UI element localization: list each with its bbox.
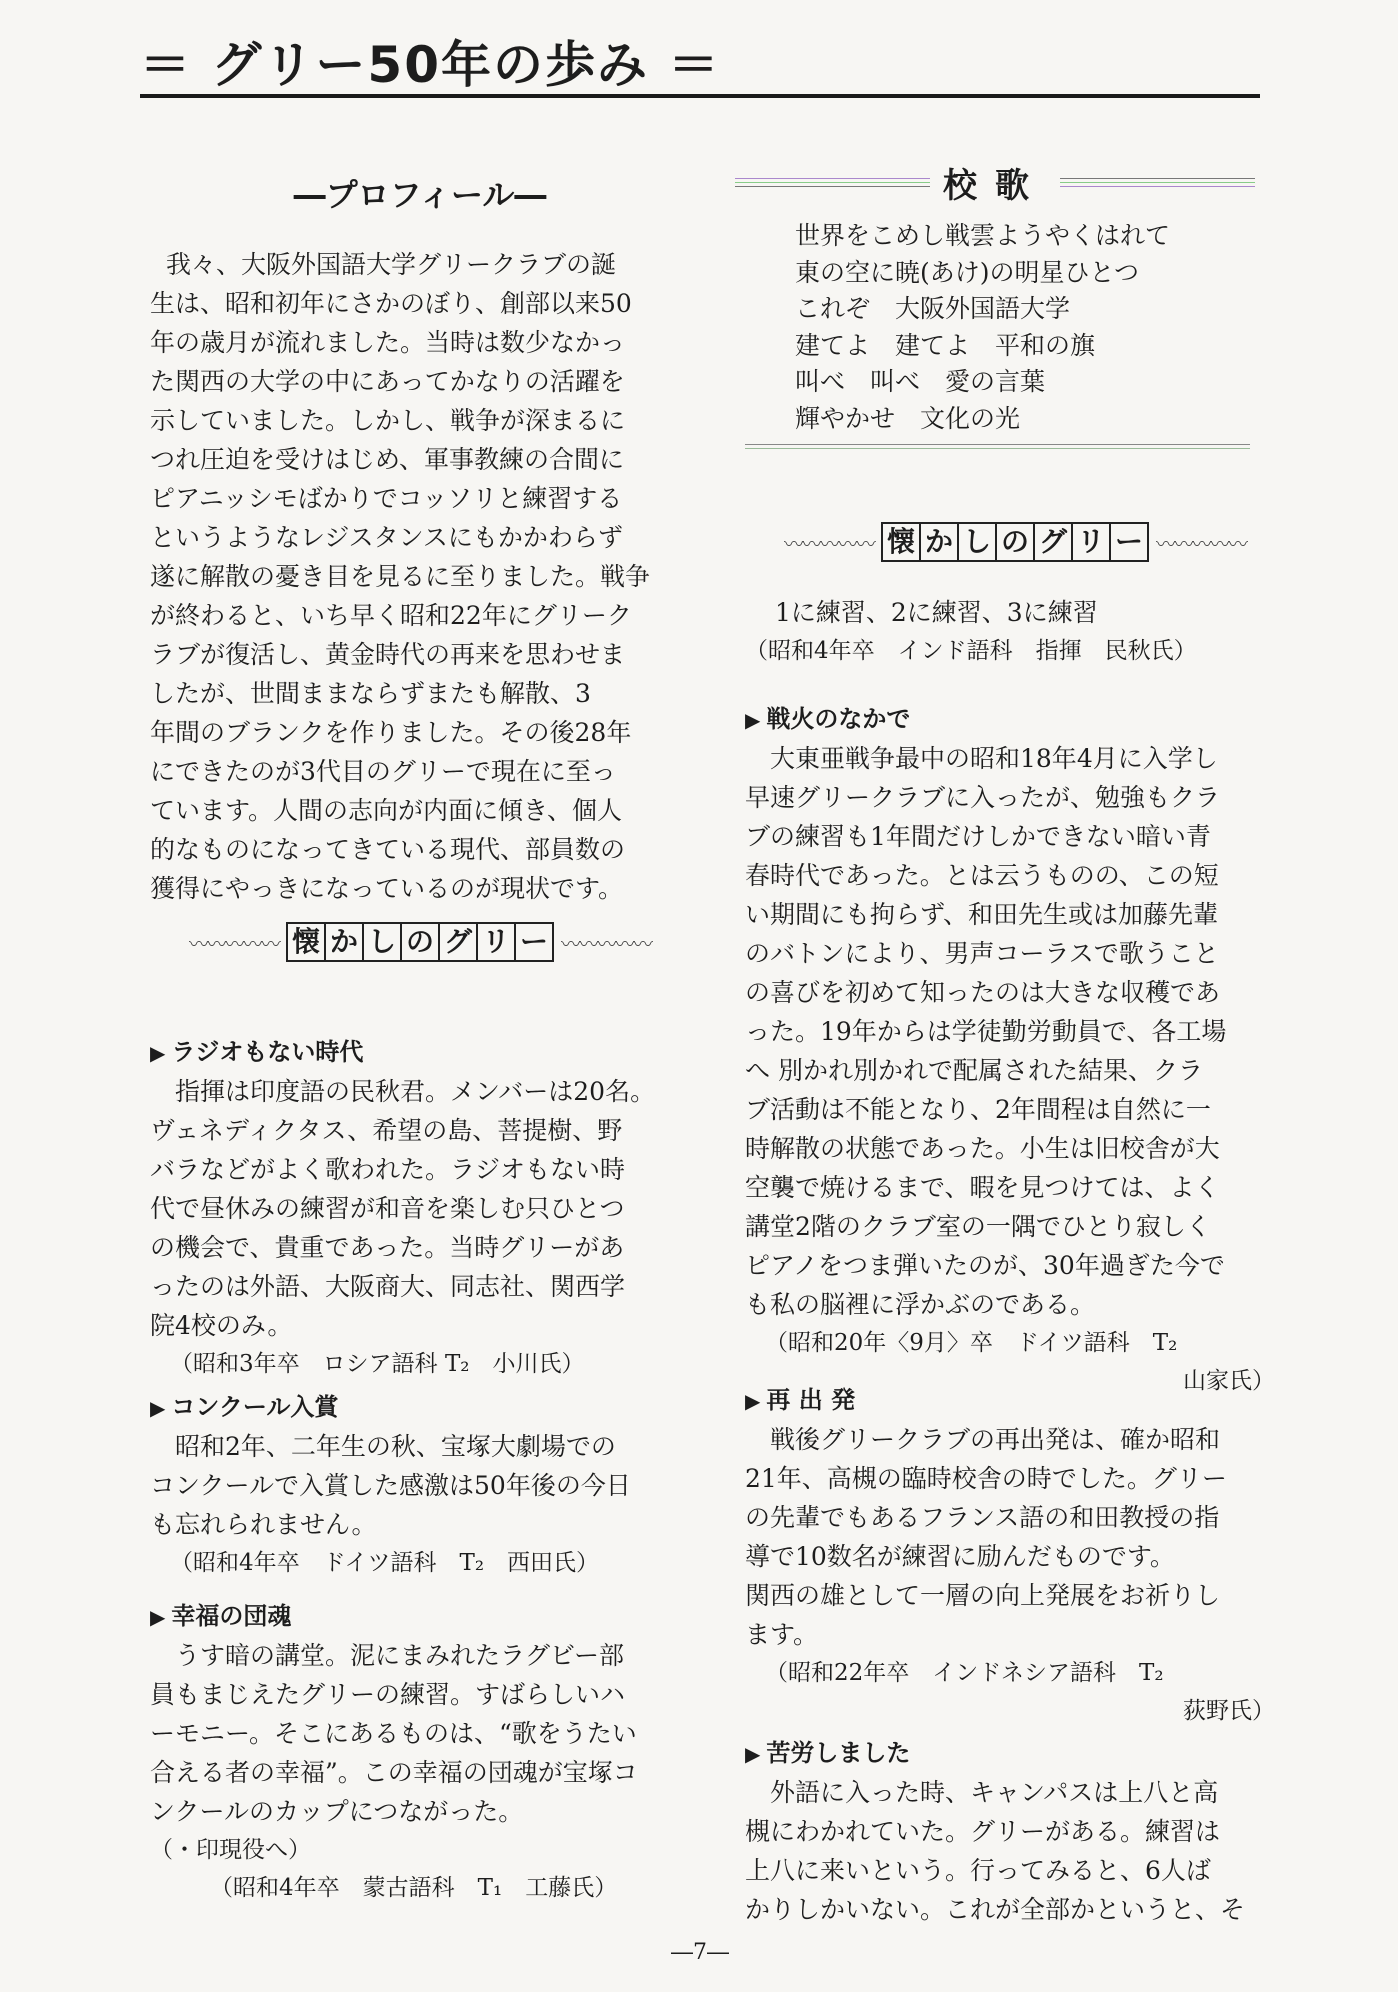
page-title: ＝ グリー50年の歩み ＝: [140, 36, 721, 94]
section-line: 関西の雄として一層の向上発展をお祈りし: [745, 1581, 1221, 1610]
section-line: の喜びを初めて知ったのは大きな収穫であ: [745, 978, 1221, 1007]
section-wartime: [745, 700, 1285, 1400]
section-attribution-name: 山家氏）: [1183, 1368, 1275, 1394]
section-line: 代で昼休みの練習が和音を楽しむ只ひとつ: [150, 1194, 625, 1223]
profile-line: 我々、大阪外国語大学グリークラブの誕: [166, 250, 617, 279]
section-line: 導で10数名が練習に励んだものです。: [745, 1542, 1175, 1571]
section-line: 外語に入った時、キャンパスは上八と高: [770, 1778, 1219, 1807]
section-concours: [150, 1388, 690, 1582]
wave-decoration: 〰〰〰〰〰: [1156, 531, 1247, 556]
section-line: ブの練習も1年間だけしかできない暗い青: [745, 822, 1211, 851]
section-happiness: [150, 1597, 690, 1907]
section-line: コンクールで入賞した感激は50年後の今日: [150, 1471, 631, 1500]
triangle-bullet-icon: ▶: [745, 708, 761, 732]
heading-char: の: [400, 922, 440, 962]
profile-line: ています。人間の志向が内面に傾き、個人: [150, 796, 623, 825]
heading-char: ー: [514, 922, 554, 962]
heading-char: の: [995, 522, 1035, 562]
section-line: うす暗の講堂。泥にまみれたラグビー部: [175, 1641, 625, 1670]
section-title: [745, 1381, 1285, 1420]
intro-attribution: （昭和4年卒 インド語科 指揮 民秋氏）: [745, 638, 1197, 664]
section-attribution: （昭和20年〈9月〉卒 ドイツ語科 T₂: [765, 1330, 1178, 1356]
right-intro: [745, 593, 1285, 670]
section-line: った。19年からは学徒勤労動員で、各工場: [745, 1017, 1227, 1046]
profile-line: た関西の大学の中にあってかなりの活躍を: [150, 367, 625, 396]
section-line: 早速グリークラブに入ったが、勉強もクラ: [745, 783, 1221, 812]
section-line: の先輩でもあるフランス語の和田教授の指: [745, 1503, 1220, 1532]
wave-decoration: 〰〰〰〰〰: [783, 531, 874, 556]
section-line: バラなどがよく歌われた。ラジオもない時: [150, 1155, 626, 1184]
section-line: 昭和2年、二年生の秋、宝塚大劇場での: [175, 1432, 616, 1461]
wave-decoration: 〰〰〰〰〰: [561, 931, 652, 956]
profile-line: にできたのが3代目のグリーで現在に至っ: [150, 757, 616, 786]
triangle-bullet-icon: ▶: [745, 1389, 761, 1413]
section-line: へ 別かれ別かれで配属された結果、クラ: [745, 1056, 1203, 1085]
section-line: い期間にも拘らず、和田先生或は加藤先輩: [745, 900, 1219, 929]
lyric-line: 建てよ 建てよ 平和の旗: [795, 330, 1096, 360]
triangle-bullet-icon: ▶: [745, 1742, 761, 1766]
profile-line: というようなレジスタンスにもかかわらず: [150, 523, 623, 552]
decorative-rule: [1060, 178, 1255, 192]
profile-heading: ―プロフィール―: [293, 176, 547, 214]
section-line: 上八に来いという。行ってみると、6人ば: [745, 1856, 1211, 1885]
heading-char: グ: [438, 922, 478, 962]
decorative-rule: [735, 178, 930, 192]
section-radio: [150, 1033, 690, 1383]
heading-char: 懐: [881, 522, 921, 562]
section-title-text: 再 出 発: [766, 1386, 856, 1414]
heading-char: か: [919, 522, 959, 562]
profile-line: したが、世間ままならずまたも解散、3: [150, 679, 591, 708]
section-line: ヴェネディクタス、希望の島、菩提樹、野: [150, 1116, 623, 1145]
section-line: ブ活動は不能となり、2年間程は自然に一: [745, 1095, 1211, 1124]
section-title: [745, 700, 1285, 739]
section-line: 員もまじえたグリーの練習。すばらしいハ: [150, 1680, 626, 1709]
profile-line: ピアニッシモばかりでコッソリと練習する: [150, 484, 623, 513]
section-line: も忘れられません。: [150, 1510, 377, 1539]
natsukashi-heading-right: [745, 520, 1285, 564]
section-line: 21年、高槻の臨時校舎の時でした。グリー: [745, 1464, 1227, 1493]
section-line: 空襲で焼けるまで、暇を見つけては、よく: [745, 1173, 1220, 1202]
triangle-bullet-icon: ▶: [150, 1605, 166, 1629]
section-title-text: 戦火のなかで: [766, 705, 911, 733]
profile-line: 年の歳月が流れました。当時は数少なかっ: [150, 328, 626, 357]
profile-line: 示していました。しかし、戦争が深まるに: [150, 406, 626, 435]
natsukashi-heading-left: [150, 920, 690, 964]
section-line: ったのは外語、大阪商大、同志社、関西学: [150, 1272, 626, 1301]
profile-line: 的なものになってきている現代、部員数の: [150, 835, 626, 864]
heading-char: リ: [476, 922, 516, 962]
intro-line: 1に練習、2に練習、3に練習: [775, 598, 1098, 627]
page-number: ―7―: [671, 1940, 729, 1965]
section-title: [150, 1388, 690, 1427]
section-line: 院4校のみ。: [150, 1311, 293, 1340]
wave-decoration: 〰〰〰〰〰: [188, 931, 279, 956]
section-title-text: 苦労しました: [766, 1739, 911, 1767]
section-line: の機会で、貴重であった。当時グリーがあ: [150, 1233, 625, 1262]
profile-line: つれ圧迫を受けはじめ、軍事教練の合間に: [150, 445, 625, 474]
lyric-line: 東の空に暁(あけ)の明星ひとつ: [795, 257, 1140, 287]
section-attribution-name: 荻野氏）: [1183, 1698, 1275, 1724]
section-line: ます。: [745, 1620, 819, 1649]
section-attribution: （昭和3年卒 ロシア語科 T₂ 小川氏）: [170, 1351, 585, 1377]
profile-line: 獲得にやっきになっているのが現状です。: [150, 874, 624, 903]
decorative-rule: [745, 444, 1250, 454]
profile-line: 年間のブランクを作りました。その後28年: [150, 718, 632, 747]
section-restart: [745, 1381, 1285, 1730]
section-line: 大東亜戦争最中の昭和18年4月に入学し: [770, 744, 1218, 773]
heading-char: か: [324, 922, 364, 962]
section-hardship: [745, 1734, 1285, 1929]
section-line: 指揮は印度語の民秋君。メンバーは20名。: [175, 1077, 656, 1106]
school-song-lyrics: [795, 218, 1170, 437]
lyric-line: 叫べ 叫べ 愛の言葉: [795, 367, 1046, 396]
section-attribution: （昭和4年卒 ドイツ語科 T₂ 西田氏）: [170, 1550, 600, 1576]
school-song-title: 校歌: [943, 166, 1047, 206]
section-line: 槻にわかれていた。グリーがある。練習は: [745, 1817, 1221, 1846]
profile-line: が終わると、いち早く昭和22年にグリーク: [150, 601, 632, 630]
heading-char: 懐: [286, 922, 326, 962]
lyric-line: これぞ 大阪外国語大学: [795, 294, 1071, 323]
profile-line: ラブが復活し、黄金時代の再来を思わせま: [150, 640, 626, 669]
section-line: 春時代であった。とは云うものの、この短: [745, 861, 1219, 890]
heading-char: し: [957, 522, 997, 562]
section-line: 戦後グリークラブの再出発は、確か昭和: [770, 1425, 1221, 1454]
profile-text: [150, 245, 690, 908]
triangle-bullet-icon: ▶: [150, 1396, 166, 1420]
section-line: 講堂2階のクラブ室の一隅でひとり寂しく: [745, 1212, 1211, 1241]
profile-line: 生は、昭和初年にさかのぼり、創部以来50: [150, 289, 632, 318]
heading-char: ー: [1109, 522, 1149, 562]
heading-char: リ: [1071, 522, 1111, 562]
profile-line: 遂に解散の憂き目を見るに至りました。戦争: [150, 562, 651, 591]
section-title: [745, 1734, 1285, 1773]
section-line: のバトンにより、男声コーラスで歌うこと: [745, 939, 1219, 968]
lyric-line: 輝やかせ 文化の光: [795, 403, 1021, 433]
section-line: ーモニー。そこにあるものは、“歌をうたい: [150, 1719, 637, 1748]
heading-char: グ: [1033, 522, 1073, 562]
title-rule: [140, 94, 1260, 98]
section-line: 時解散の状態であった。小生は旧校舎が大: [745, 1134, 1220, 1163]
triangle-bullet-icon: ▶: [150, 1041, 166, 1065]
heading-char: し: [362, 922, 402, 962]
lyric-line: 世界をこめし戦雲ようやくはれて: [795, 221, 1171, 250]
section-attribution: （昭和22年卒 インドネシア語科 T₂: [765, 1660, 1164, 1686]
school-song-heading: [735, 162, 1255, 212]
section-line: ピアノをつま弾いたのが、30年過ぎた今で: [745, 1251, 1225, 1280]
section-line: かりしかいない。これが全部かというと、そ: [745, 1895, 1246, 1924]
section-title-text: コンクール入賞: [171, 1393, 339, 1421]
section-line: 合える者の幸福”。この幸福の団魂が宝塚コ: [150, 1758, 638, 1787]
section-title-text: ラジオもない時代: [171, 1038, 364, 1066]
section-title: [150, 1597, 690, 1636]
section-line: も私の脳裡に浮かぶのである。: [745, 1290, 1096, 1319]
section-attribution: （昭和4年卒 蒙古語科 T₁ 工藤氏）: [210, 1875, 618, 1901]
section-note: （・印現役へ）: [150, 1837, 311, 1863]
section-title-text: 幸福の団魂: [171, 1602, 292, 1630]
section-title: [150, 1033, 690, 1072]
section-line: ンクールのカップにつながった。: [150, 1797, 524, 1826]
